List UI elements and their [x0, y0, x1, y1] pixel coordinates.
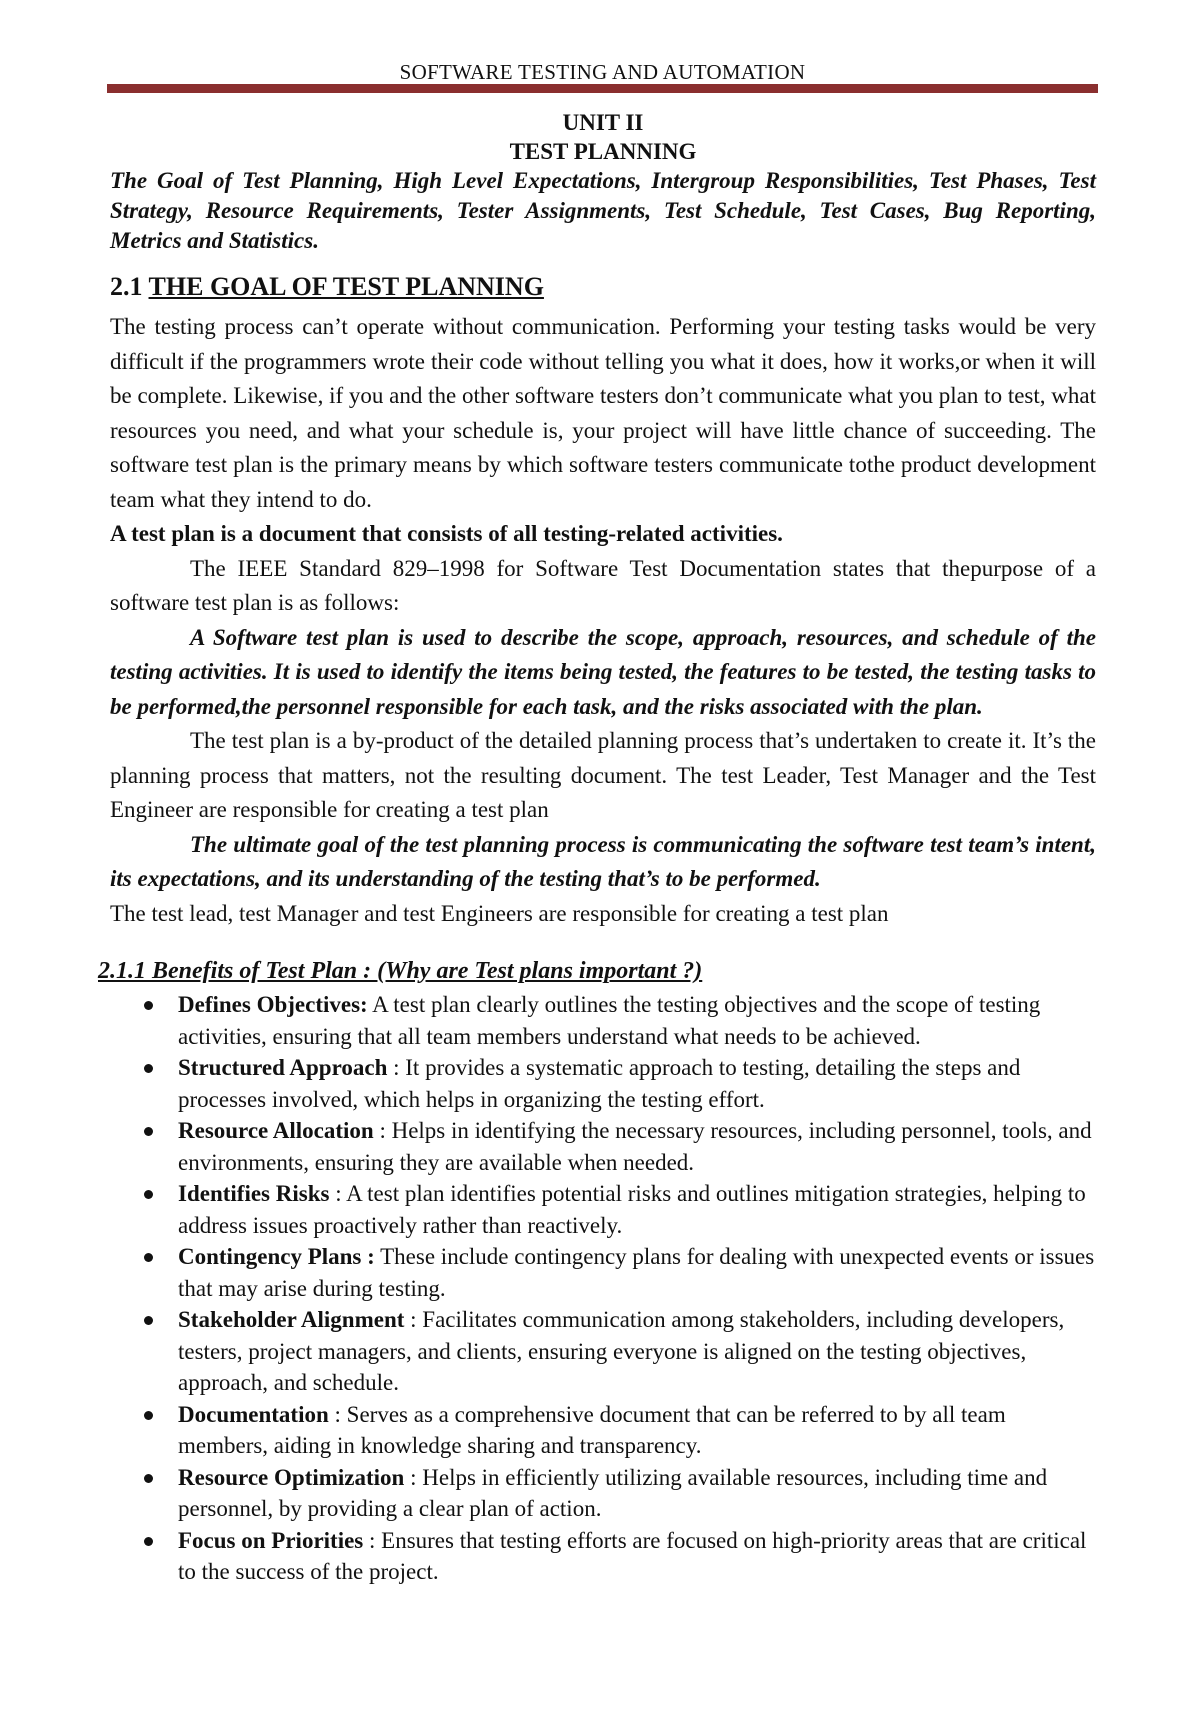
- bullet-icon: [144, 1253, 153, 1262]
- bullet-icon: [144, 1001, 153, 1010]
- benefit-term: Identifies Risks: [178, 1181, 330, 1206]
- page-content: [98, 108, 1096, 1588]
- benefit-term: Resource Optimization: [178, 1464, 405, 1490]
- bullet-icon: [144, 1537, 153, 1546]
- bullet-icon: [144, 1316, 153, 1325]
- unit-title: TEST PLANNING: [509, 139, 697, 164]
- list-item: [110, 1462, 1096, 1525]
- list-item: [110, 1052, 1096, 1115]
- bullet-icon: [144, 1127, 153, 1136]
- benefit-term: Contingency Plans :: [178, 1244, 375, 1269]
- unit-number: UNIT II: [562, 110, 644, 135]
- benefit-text: : Serves as a comprehensive document that can be referred to by all team members, aiding in knowledge sharing and transparency.: [178, 1401, 1006, 1458]
- list-item: [110, 1399, 1096, 1462]
- benefit-term: Defines Objectives:: [178, 992, 368, 1017]
- benefit-text: : Facilitates communication among stakeholders, including developers, testers, project managers, and clients, ensuring everyone is aligned on the testing objectives, approach, and schedule.: [178, 1307, 1065, 1395]
- unit-topics: The Goal of Test Planning, High Level Expectations, Intergroup Responsibilities, Test Phases, Test Strategy, Resource Requirements, Tester Assignments, Test Schedule, Test Cases, Bug Reporting, Metrics and Statistics.: [110, 168, 1096, 253]
- paragraph-byproduct: The test plan is a by-product of the detailed planning process that’s undertaken to create it. It’s the planning process that matters, not the resulting document. The test Leader, Test Manager and the Test Engineer are responsible for creating a test plan: [110, 728, 1096, 822]
- section-heading: [110, 272, 1096, 302]
- benefit-term: Structured Approach: [178, 1055, 388, 1080]
- subsection-heading: 2.1.1 Benefits of Test Plan : (Why are Test plans important ?): [98, 958, 703, 984]
- paragraph-communication-text: The testing process can’t operate without communication. Performing your testing tasks would be very difficult if the programmers wrote their code without telling you what it does, how it works,or when it will be complete. Likewise, if you and the other software testers don’t communicate what you plan to test, what resources you need, and what your schedule is, your project will have little chance of succeeding. The software test plan is the primary means by which software testers communicate tothe product development team what they intend to do.: [110, 314, 1096, 512]
- list-item: [110, 989, 1096, 1052]
- benefits-list: [110, 989, 1096, 1588]
- section-title: THE GOAL OF TEST PLANNING: [148, 272, 544, 301]
- bullet-icon: [144, 1474, 153, 1483]
- list-item: [110, 1304, 1096, 1399]
- bullet-icon: [144, 1411, 153, 1420]
- running-header: SOFTWARE TESTING AND AUTOMATION: [399, 60, 806, 84]
- list-item: [110, 1525, 1096, 1588]
- benefit-text: : Helps in efficiently utilizing available resources, including time and personnel, by providing a clear plan of action.: [178, 1464, 1048, 1521]
- benefit-term: Documentation: [178, 1401, 329, 1427]
- benefit-text: A test plan clearly outlines the testing objectives and the scope of testing activities, ensuring that all team members understand what needs to be achieved.: [178, 992, 1041, 1049]
- paragraph-responsibility: The test lead, test Manager and test Engineers are responsible for creating a test plan: [110, 900, 889, 926]
- header-rule: [107, 84, 1098, 93]
- section-number: 2.1: [110, 272, 143, 301]
- paragraph-communication: [110, 310, 1096, 552]
- benefit-term: Focus on Priorities: [178, 1527, 364, 1553]
- benefit-text: : Ensures that testing efforts are focused on high-priority areas that are critical to the success of the project.: [178, 1527, 1087, 1584]
- benefit-text: : Helps in identifying the necessary resources, including personnel, tools, and environments, ensuring they are available when needed.: [178, 1118, 1092, 1175]
- list-item: [110, 1178, 1096, 1241]
- benefit-text: These include contingency plans for dealing with unexpected events or issues that may arise during testing.: [178, 1244, 1095, 1301]
- benefit-term: Resource Allocation: [178, 1118, 374, 1143]
- benefit-text: : A test plan identifies potential risks and outlines mitigation strategies, helping to address issues proactively rather than reactively.: [178, 1181, 1086, 1238]
- list-item: [110, 1115, 1096, 1178]
- paragraph-ieee: The IEEE Standard 829–1998 for Software Test Documentation states that thepurpose of a software test plan is as follows:: [110, 555, 1096, 615]
- ieee-quote: A Software test plan is used to describe the scope, approach, resources, and schedule of the testing activities. It is used to identify the items being tested, the features to be tested, the testing tasks to be performed,the personnel responsible for each task, and the risks associated with the plan.: [110, 624, 1096, 719]
- test-plan-definition: A test plan is a document that consists of all testing-related activities.: [110, 521, 783, 546]
- goal-statement: The ultimate goal of the test planning process is communicating the software test team’s intent, its expectations, and its understanding of the testing that’s to be performed.: [110, 831, 1096, 891]
- list-item: [110, 1241, 1096, 1304]
- benefit-text: : It provides a systematic approach to testing, detailing the steps and processes involved, which helps in organizing the testing effort.: [178, 1055, 1021, 1112]
- bullet-icon: [144, 1190, 153, 1199]
- bullet-icon: [144, 1064, 153, 1073]
- benefit-term: Stakeholder Alignment: [178, 1307, 405, 1332]
